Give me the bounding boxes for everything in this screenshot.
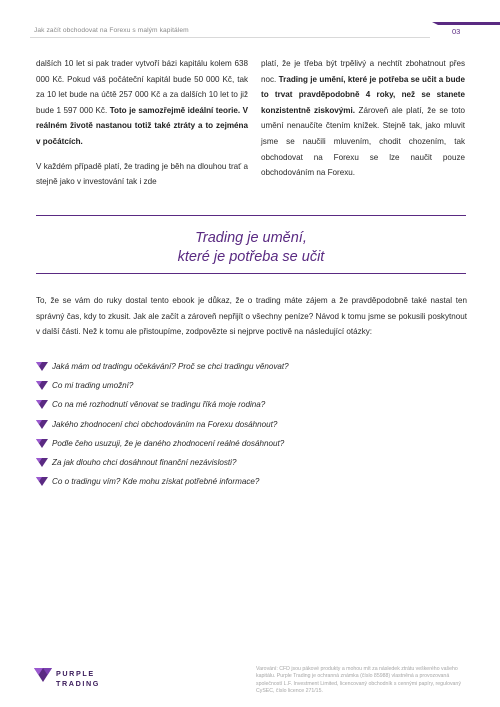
right-paragraph-bold: Trading je umění, které je potřeba se učit a bude to trvat pravděpodobně 4 roky, než se stanete konzistentně ziskovými. [261,74,465,115]
question-list [36,357,456,491]
purple-diamond-icon [36,458,48,467]
right-paragraph-text-c: Zároveň ale platí, že se toto umění nenaučíte čtením knížek. Stejně tak, jako mluvit jsme se naučili mluvením, chodit chozením, tak obchodovat na Forexu se lze naučit pouze obchodováním na Forexu. [261,105,466,178]
question-text: Co o tradingu vím? Kde mohu získat potřebné informace? [52,477,260,487]
right-paragraph-text-a: platí, že je třeba být trpělivý a nechtít zbohatnout přes noc. [261,59,465,84]
section-divider-bottom [36,273,466,274]
purple-diamond-icon [36,439,48,448]
page-number-tab-bar [432,22,500,25]
list-item [36,434,456,453]
list-item [36,357,456,376]
right-paragraph [261,56,465,181]
question-text: Jaká mám od tradingu očekávání? Proč se chci tradingu věnovat? [52,362,289,372]
list-item [36,376,456,395]
purple-diamond-icon [36,477,48,486]
purple-diamond-icon [36,362,48,371]
purple-diamond-icon [36,400,48,409]
page-header [0,0,500,40]
logo-mark-icon [34,668,52,682]
intro-paragraph: To, že se vám do ruky dostal tento ebook je důkaz, že o trading máte zájem a že pravděpodobně také nastal ten správný čas, kdy to zkusit. Jak ale začít a zároveň nepřijít o všechny peníze? Návod k tomu jsme se pokusili poskytnout v další části. Než k tomu ale přistoupíme, zodpovězte si nejprve poctivě na následující otázky: [36,296,467,337]
question-text: Za jak dlouho chci dosáhnout finanční nezávislosti? [52,458,237,468]
list-item [36,472,456,491]
question-text: Co na mé rozhodnutí věnovat se tradingu říká moje rodina? [52,400,266,410]
purple-trading-logo [34,668,124,692]
section-divider-top [36,215,466,216]
risk-disclaimer: Varování: CFD jsou pákové produkty a mohou mít za následek ztrátu veškerého vašeho kapitálu. Purple Trading je ochranná známka (číslo 85988) vlastněná a provozovaná společností L.F. Investment Limited, licencovaný obchodník s cennými papíry, regulovaný CySEC, číslo licence 271/15. [256,666,461,695]
list-item [36,453,456,472]
running-title: Jak začít obchodovat na Forexu s malým kapitálem [34,27,189,34]
header-divider [30,37,430,38]
logo-line-1: PURPLE [56,669,95,678]
left-paragraph-2: V každém případě platí, že trading je běh na dlouhou trať a stejně jako v investování tak i zde [36,161,248,187]
question-text: Jakého zhodnocení chci obchodováním na Forexu dosáhnout? [52,419,278,429]
section-heading-line-1: Trading je umění, [195,230,307,246]
question-text: Co mi trading umožní? [52,381,134,391]
question-text: Podle čeho usuzuji, že je daného zhodnocení reálné dosáhnout? [52,438,285,448]
section-heading [36,229,466,267]
left-paragraph-1-bold: Toto je samozřejmě ideální teorie. V reálném životě nastanou totiž také ztráty a to zejména v počátcích. [36,105,248,146]
logo-wordmark [56,669,100,689]
section-heading-line-2: které je potřeba se učit [177,249,325,265]
purple-diamond-icon [36,381,48,390]
logo-line-2: TRADING [56,679,100,688]
left-column [36,56,248,190]
list-item [36,395,456,414]
purple-diamond-icon [36,420,48,429]
left-paragraph-1-text: dalších 10 let si pak trader vytvoří bázi kapitálu kolem 638 000 Kč. Pokud váš počáteční kapitál bude 50 000 Kč, tak za 10 let bude na účtě 257 000 Kč a za dalších 10 let to již bude 1 597 000 Kč. [36,59,248,115]
left-paragraph-1 [36,56,248,150]
list-item [36,415,456,434]
page-number: 03 [452,27,461,36]
right-column [261,56,465,181]
